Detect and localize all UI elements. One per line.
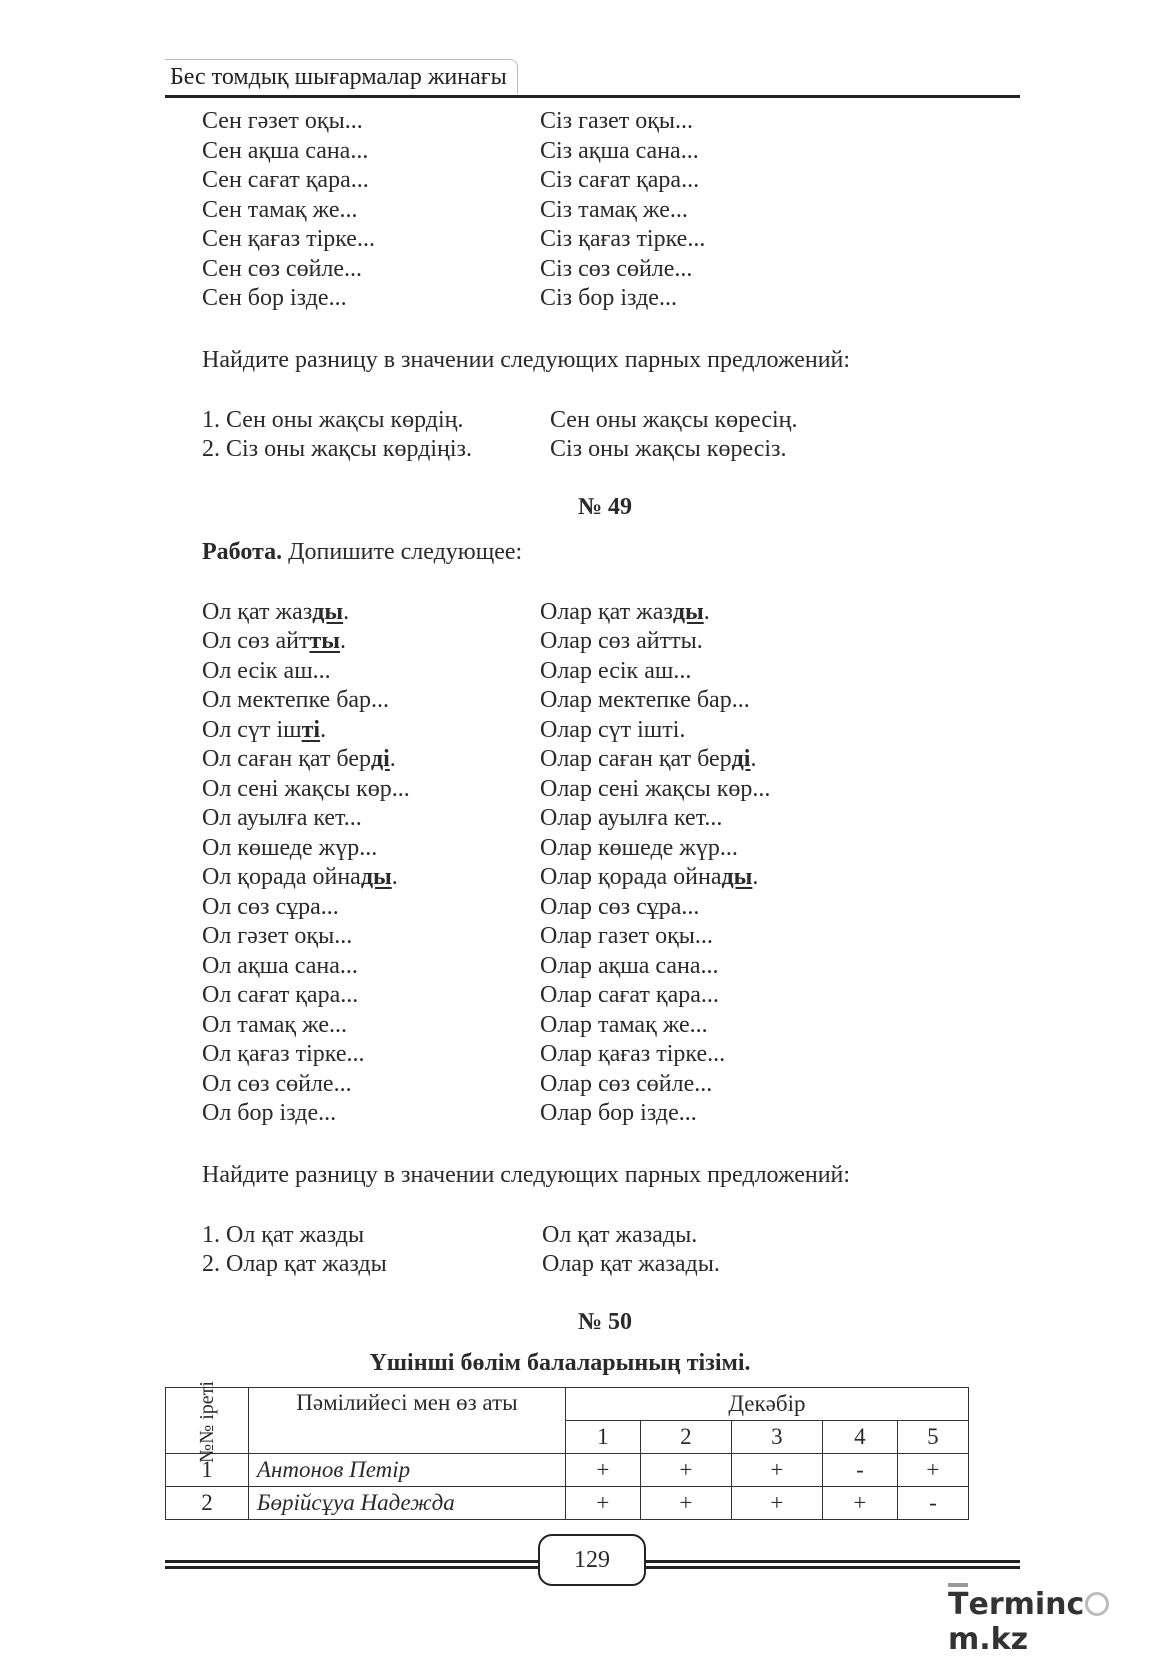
book-title: Бес томдық шығармалар жинағы — [165, 59, 518, 94]
sentence-left: Сен сөз сөйле... — [202, 255, 363, 282]
sentence-right: Олар мектепке бар... — [540, 687, 750, 713]
sentence-row — [202, 598, 1002, 628]
sentence-right: Олар қағаз тірке... — [540, 1041, 726, 1067]
sentence-row — [202, 863, 1002, 893]
sentence-row — [202, 1099, 1002, 1129]
sentence-row — [202, 716, 1002, 746]
sentence-left: Ол ауылға кет... — [202, 805, 362, 831]
attendance-mark: - — [897, 1487, 968, 1520]
sentence-right: Олар газет оқы... — [540, 923, 713, 949]
sentence-right: Олар саған қат берді. — [540, 746, 757, 772]
sentence-row — [202, 775, 1002, 805]
exercise-49-task — [202, 535, 1002, 569]
sentence-left: Ол гәзет оқы... — [202, 923, 353, 949]
sentence-left: Сен бор ізде... — [202, 285, 347, 311]
running-header — [165, 55, 1020, 98]
student-name: Антонов Петір — [248, 1454, 565, 1487]
sentence-row — [202, 686, 1002, 716]
sentence-right: Олар сені жақсы көр... — [540, 775, 771, 802]
sentence-row — [202, 834, 1002, 864]
sentence-right: Сіз сөз сөйле... — [540, 255, 693, 282]
sentence-right: Олар қорада ойнады. — [540, 864, 759, 890]
page-number: 129 — [538, 1534, 646, 1586]
sentence-right: Олар сөз айтты. — [540, 628, 703, 654]
sentence-row — [202, 196, 1002, 226]
work-text: Допишите следующее: — [282, 538, 523, 565]
pair-left: 2. Сіз оны жақсы көрдіңіз. — [202, 436, 473, 462]
instruction-1: Найдите разницу в значении следующих парных предложений: — [202, 346, 851, 373]
sentence-row — [202, 1070, 1002, 1100]
pair-left: 1. Сен оны жақсы көрдің. — [202, 406, 464, 433]
attendance-mark: + — [731, 1487, 822, 1520]
site-watermark: Termincm.kz — [948, 1583, 1158, 1657]
sentence-left: Ол тамақ же... — [202, 1011, 347, 1038]
attendance-mark: + — [897, 1454, 968, 1487]
sentence-row — [202, 627, 1002, 657]
day-header: 2 — [640, 1421, 731, 1454]
pair-row — [202, 1250, 1002, 1280]
sentence-right: Сіз сағат қара... — [540, 167, 700, 193]
sentence-block-1 — [202, 107, 1002, 314]
attendance-table — [165, 1380, 969, 1520]
attendance-mark: - — [822, 1454, 897, 1487]
sentence-right: Сіз бор ізде... — [540, 285, 677, 311]
order-header: №№ іреті — [166, 1388, 249, 1454]
pairs-block-1 — [202, 406, 1002, 465]
sentence-row — [202, 952, 1002, 982]
attendance-mark: + — [640, 1454, 731, 1487]
sentence-right: Олар қат жазды. — [540, 598, 710, 625]
sentence-right: Сіз қағаз тірке... — [540, 226, 706, 252]
pair-right: Сен оны жақсы көресің. — [550, 406, 798, 433]
sentence-left: Сен ақша сана... — [202, 137, 369, 164]
instruction-2: Найдите разницу в значении следующих парных предложений: — [202, 1161, 851, 1188]
sentence-left: Ол есік аш... — [202, 657, 331, 684]
sentence-left: Ол сені жақсы көр... — [202, 775, 410, 802]
student-name: Бөрійсұуа Надежда — [248, 1487, 565, 1520]
sentence-left: Ол қорада ойнады. — [202, 864, 398, 890]
sentence-left: Ол қат жазды. — [202, 598, 350, 625]
sentence-right: Олар сүт ішті. — [540, 716, 686, 743]
sentence-right: Сіз ақша сана... — [540, 137, 699, 164]
sentence-left: Ол бор ізде... — [202, 1100, 337, 1126]
sentence-row — [202, 922, 1002, 952]
attendance-mark: + — [822, 1487, 897, 1520]
sentence-row — [202, 981, 1002, 1011]
sentence-right: Олар сөз сөйле... — [540, 1070, 713, 1097]
attendance-mark: + — [731, 1454, 822, 1487]
exercise-49-number: № 49 — [577, 493, 633, 520]
sentence-row — [202, 1011, 1002, 1041]
table-row — [166, 1487, 969, 1520]
pair-left: 1. Ол қат жазды — [202, 1221, 365, 1248]
row-number: 1 — [166, 1454, 249, 1487]
sentence-left: Ол мектепке бар... — [202, 687, 390, 713]
sentence-right: Олар есік аш... — [540, 657, 692, 684]
sentence-row — [202, 804, 1002, 834]
sentence-row — [202, 225, 1002, 255]
day-header: 1 — [565, 1421, 640, 1454]
sentence-left: Ол сөз сөйле... — [202, 1070, 352, 1097]
work-label: Работа. — [202, 538, 283, 565]
pair-row — [202, 435, 1002, 465]
sentence-right: Олар сөз сұра... — [540, 893, 700, 920]
row-number: 2 — [166, 1487, 249, 1520]
sentence-left: Ол көшеде жүр... — [202, 834, 378, 861]
sentence-left: Сен тамақ же... — [202, 196, 358, 223]
table-title: Үшінші бөлім балаларының тізімі. — [369, 1350, 751, 1376]
sentence-left: Ол сөз айтты. — [202, 628, 346, 654]
sentence-right: Олар ауылға кет... — [540, 805, 723, 831]
sentence-left: Ол қағаз тірке... — [202, 1041, 365, 1067]
sentence-row — [202, 107, 1002, 137]
sentence-right: Олар көшеде жүр... — [540, 834, 738, 861]
attendance-mark: + — [565, 1454, 640, 1487]
sentence-block-2 — [202, 598, 1002, 1129]
sentence-right: Сіз газет оқы... — [540, 108, 694, 134]
sentence-right: Олар ақша сана... — [540, 952, 719, 979]
pair-left: 2. Олар қат жазды — [202, 1251, 387, 1277]
day-header: 3 — [731, 1421, 822, 1454]
pair-row — [202, 1221, 1002, 1251]
pairs-block-2 — [202, 1221, 1002, 1280]
sentence-left: Ол сүт ішті. — [202, 716, 327, 743]
pair-right: Сіз оны жақсы көресіз. — [550, 436, 787, 462]
month-header: Декәбір — [565, 1388, 968, 1421]
pair-row — [202, 406, 1002, 436]
sentence-right: Олар сағат қара... — [540, 982, 719, 1008]
sentence-right: Олар бор ізде... — [540, 1100, 697, 1126]
magnifier-icon — [1085, 1592, 1109, 1616]
sentence-left: Ол ақша сана... — [202, 952, 358, 979]
sentence-left: Сен гәзет оқы... — [202, 108, 363, 134]
exercise-50-number: № 50 — [577, 1308, 633, 1335]
sentence-right: Сіз тамақ же... — [540, 196, 688, 223]
sentence-left: Ол сағат қара... — [202, 982, 359, 1008]
sentence-row — [202, 166, 1002, 196]
name-header: Пәмілийесі мен өз аты — [248, 1388, 565, 1454]
page-content — [202, 107, 1002, 1338]
attendance-mark: + — [640, 1487, 731, 1520]
sentence-left: Ол сөз сұра... — [202, 893, 339, 920]
sentence-row — [202, 1040, 1002, 1070]
table-row — [166, 1454, 969, 1487]
day-header: 4 — [822, 1421, 897, 1454]
pair-right: Олар қат жазады. — [542, 1251, 720, 1277]
sentence-row — [202, 893, 1002, 923]
sentence-left: Ол саған қат берді. — [202, 746, 396, 772]
sentence-row — [202, 657, 1002, 687]
day-header: 5 — [897, 1421, 968, 1454]
sentence-row — [202, 284, 1002, 314]
sentence-row — [202, 137, 1002, 167]
pair-right: Ол қат жазады. — [542, 1221, 698, 1248]
sentence-row — [202, 255, 1002, 285]
sentence-row — [202, 745, 1002, 775]
attendance-mark: + — [565, 1487, 640, 1520]
sentence-left: Сен қағаз тірке... — [202, 226, 375, 252]
sentence-left: Сен сағат қара... — [202, 167, 369, 193]
sentence-right: Олар тамақ же... — [540, 1011, 708, 1038]
